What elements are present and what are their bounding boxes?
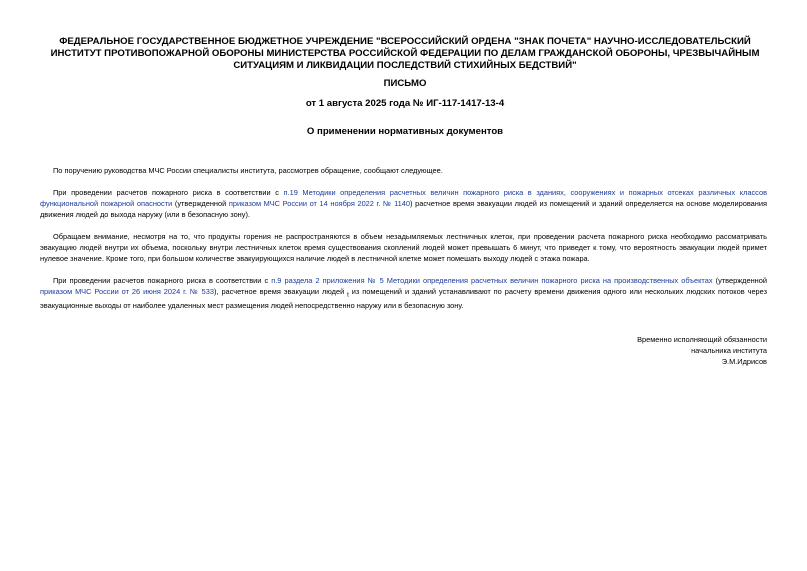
- paragraph-2-text-2: (утвержденной: [172, 199, 229, 208]
- paragraph-1: По поручению руководства МЧС России специалисты института, рассмотрев обращение, сообщают следующее.: [53, 166, 443, 175]
- link-order-1140[interactable]: приказом МЧС России от 14 ноября 2022 г. № 1140: [228, 199, 411, 208]
- paragraph-3: Обращаем внимание, несмотря на то, что продукты горения не распространяются в объем незадымляемых лестничных клеток, при проведении расчета пожарного риска необходимо рассматривать эвакуацию людей внутри их объема, поскольку внутри лестничных клеток время существования скоплений людей может превышать 6 минут, что приведет к тому, что вероятность эвакуации людей примет нулевое значение. Кроме того, при большом количестве эвакуирующихся наличие людей в лестничной клетке может помешать выходу людей с этажа пожара.: [40, 232, 767, 263]
- document-body: [40, 165, 767, 322]
- document-subject: О применении нормативных документов: [306, 126, 504, 137]
- link-order-533[interactable]: приказом МЧС России от 26 июня 2024 г. № 533: [40, 287, 214, 296]
- signature-position: Временно исполняющий обязанности: [637, 335, 767, 344]
- paragraph-4-text-2: (утвержденной: [712, 276, 767, 285]
- paragraph-4-text-1: При проведении расчетов пожарного риска в соответствии с: [53, 276, 272, 285]
- link-fire-risk-methodology[interactable]: п.19 Методики определения расчетных величин пожарного риска в зданиях, сооружениях и пожарных отсеках различных классов функциональной пожарной опасности: [40, 188, 767, 208]
- paragraph-2-text-3: ) расчетное время эвакуации людей из помещений и зданий определяется на основе моделирования движения людей до выхода наружу (или в безопасную зону).: [40, 199, 767, 219]
- document-date-number: от 1 августа 2025 года № ИГ-117-1417-13-4: [305, 98, 505, 109]
- paragraph-2-text-1: При проведении расчетов пожарного риска в соответствии с: [53, 188, 284, 197]
- paragraph-2: [40, 187, 767, 220]
- document-type: ПИСЬМО: [383, 78, 427, 89]
- signature-block: [637, 334, 767, 367]
- paragraph-4-text-3: ), расчетное время эвакуации людей: [214, 287, 348, 296]
- formula-subscript: t: [347, 291, 349, 299]
- signature-name: Э.М.Идрисов: [721, 357, 767, 366]
- link-production-methodology[interactable]: п.9 раздела 2 приложения № 5 Методики определения расчетных величин пожарного риска на производственных объектах: [271, 276, 713, 285]
- signature-title: начальника института: [691, 346, 767, 355]
- organization-header: ФЕДЕРАЛЬНОЕ ГОСУДАРСТВЕННОЕ БЮДЖЕТНОЕ УЧРЕЖДЕНИЕ "ВСЕРОССИЙСКИЙ ОРДЕНА "ЗНАК ПОЧЕТА" НАУЧНО-ИССЛЕДОВАТЕЛЬСКИЙ ИНСТИТУТ ПРОТИВОПОЖАРНОЙ ОБОРОНЫ МИНИСТЕРСТВА РОССИЙСКОЙ ФЕДЕРАЦИИ ПО ДЕЛАМ ГРАЖДАНСКОЙ ОБОРОНЫ, ЧРЕЗВЫЧАЙНЫМ СИТУАЦИЯМ И ЛИКВИДАЦИИ ПОСЛЕДСТВИЙ СТИХИЙНЫХ БЕДСТВИЙ": [50, 36, 760, 71]
- paragraph-4-text-4: из помещений и зданий устанавливают по расчету времени движения одного или нескольких людских потоков через эвакуационные выходы от наиболее удаленных мест размещения людей непосредственно наружу или в безопасную зону.: [40, 287, 768, 311]
- paragraph-4: [40, 275, 767, 311]
